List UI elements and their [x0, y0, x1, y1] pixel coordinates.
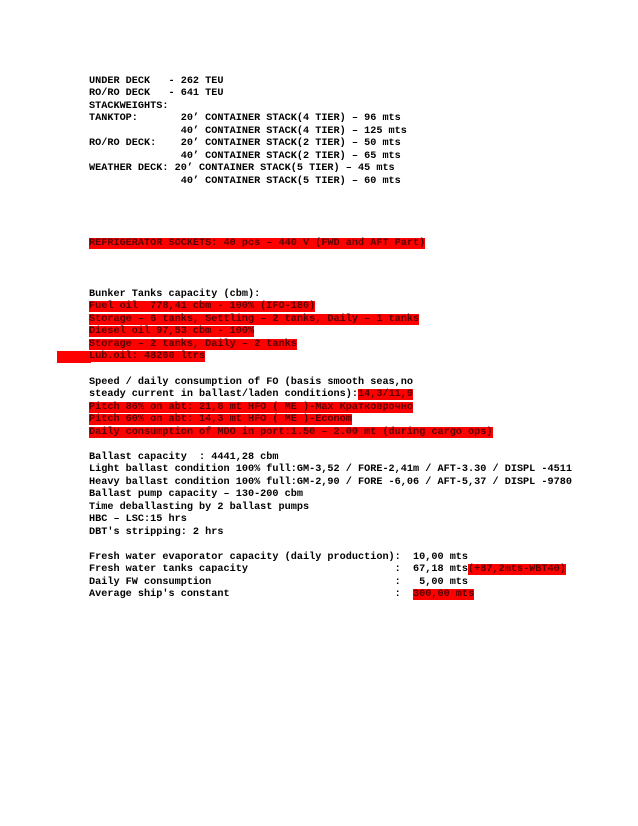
ship-constant-highlight: 300,00 mts [413, 589, 475, 600]
fw-evaporator-line: Fresh water evaporator capacity (daily production): 10,00 mts [89, 552, 469, 563]
light-ballast-line: Light ballast condition 100% full:GM-3,52 / FORE-2,41m / AFT-3.30 / DISPL -4511 [89, 464, 572, 475]
roro-40-line: 40’ CONTAINER STACK(2 TIER) – 65 mts [89, 151, 401, 162]
heavy-ballast-line: Heavy ballast condition 100% full:GM-2,90 / FORE -6,06 / AFT-5,37 / DISPL -9780 [89, 477, 572, 488]
ballast-pump-line: Ballast pump capacity – 130-200 cbm [89, 489, 303, 500]
speed-line-2: steady current in ballast/laden conditions):14,3/11,9 [89, 389, 414, 400]
mdo-consumption-line [89, 427, 493, 439]
do-storage-line [89, 339, 297, 351]
speed-values-highlight: 14,3/11,9 [358, 389, 414, 400]
mdo-consumption-highlight: Daily consumption of MDO in port:1.50 – 2.00 mt (during cargo ops) [89, 427, 493, 438]
diesel-oil-line [89, 326, 254, 338]
hbc-lsc-line: HBC – LSC:15 hrs [89, 514, 187, 525]
fw-consumption-line: Daily FW consumption : 5,00 mts [89, 577, 469, 588]
roro-deck-line: RO/RO DECK - 641 TEU [89, 88, 224, 99]
under-deck-line: UNDER DECK - 262 TEU [89, 76, 224, 87]
stackweights-heading: STACKWEIGHTS: [89, 101, 169, 112]
pitch-60-highlight: Pitch 60% on abt: 14,3 mt HFO ( ME )-Econom [89, 414, 352, 425]
weather-20-line: WEATHER DECK: 20’ CONTAINER STACK(5 TIER) – 45 mts [89, 163, 395, 174]
reefer-sockets-highlight: REFRIGERATOR SOCKETS: 40 pcs – 440 V (FWD and AFT Part) [89, 238, 426, 249]
lub-oil-highlight-extension [57, 351, 91, 363]
speed-line-1: Speed / daily consumption of FO (basis smooth seas,no [89, 377, 414, 388]
tanktop-40-line: 40’ CONTAINER STACK(4 TIER) – 125 mts [89, 126, 407, 137]
reefer-sockets-line [89, 238, 425, 250]
do-storage-highlight: Storage – 2 tanks, Daily – 2 tanks [89, 339, 297, 350]
fo-storage-highlight: Storage – 6 tanks, Settling – 2 tanks, Daily – 1 tanks [89, 314, 420, 325]
fw-tanks-line: Fresh water tanks capacity : 67,18 mts(+87,2mts-WBT40) [89, 564, 566, 575]
deballasting-line: Time deballasting by 2 ballast pumps [89, 502, 310, 513]
fuel-oil-highlight: Fuel oil 778,41 cbm - 100% (IFO-180) [89, 301, 316, 312]
fw-tanks-highlight: (+87,2mts-WBT40) [468, 564, 566, 575]
bunker-heading: Bunker Tanks capacity (cbm): [89, 289, 261, 300]
tanktop-20-line: TANKTOP: 20’ CONTAINER STACK(4 TIER) – 96 mts [89, 113, 401, 124]
fo-storage-line [89, 314, 419, 326]
ballast-capacity-line: Ballast capacity : 4441,28 cbm [89, 452, 279, 463]
lub-oil-line [89, 351, 205, 363]
diesel-oil-highlight: Diesel oil 97,53 cbm - 100% [89, 326, 255, 337]
dbt-stripping-line: DBT's stripping: 2 hrs [89, 527, 224, 538]
lub-oil-highlight: Lub.oil: 48200 ltrs [89, 351, 206, 362]
ship-constant-line: Average ship's constant : 300,00 mts [89, 589, 475, 600]
fuel-oil-line [89, 301, 315, 313]
pitch-60-line [89, 414, 352, 426]
weather-40-line: 40’ CONTAINER STACK(5 TIER) – 60 mts [89, 176, 401, 187]
pitch-86-line [89, 402, 413, 414]
pitch-86-highlight: Pitch 86% on abt: 21,8 mt HFO ( ME )-Max Кратковрочно [89, 402, 414, 413]
roro-20-line: RO/RO DECK: 20’ CONTAINER STACK(2 TIER) – 50 mts [89, 138, 401, 149]
